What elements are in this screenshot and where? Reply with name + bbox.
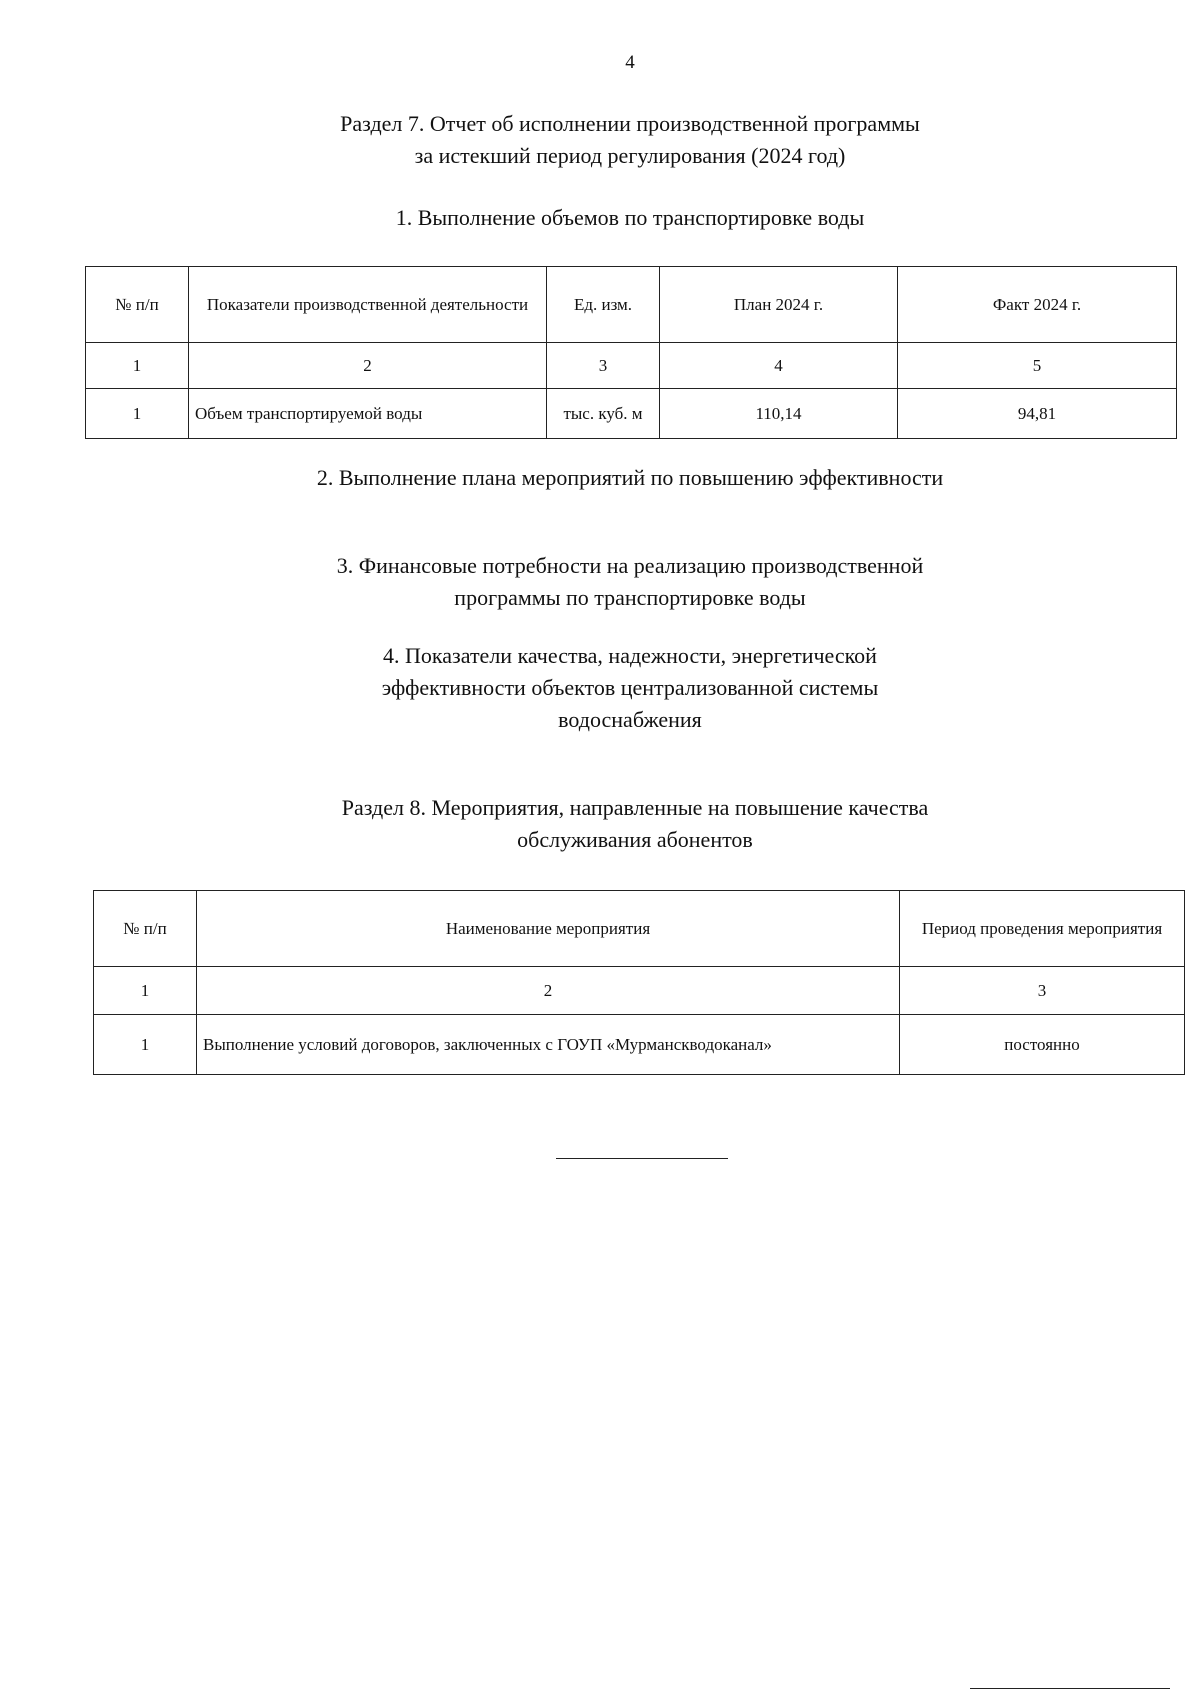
table2-row-measure: Выполнение условий договоров, заключенных с ГОУП «Мурманскводоканал» [197,1015,900,1075]
table1-numbering-cell: 1 [86,343,189,389]
table2-numbering-row [94,967,1185,1015]
table2-row-num: 1 [94,1015,197,1075]
table2-numbering-cell: 1 [94,967,197,1015]
table-row [86,389,1177,439]
table1-row-fact: 94,81 [898,389,1177,439]
table1-numbering-cell: 3 [547,343,660,389]
subsection4-title-line2: эффективности объектов централизованной системы [381,675,879,700]
section8-title-line1: Раздел 8. Мероприятия, направленные на повышение качества [341,795,929,820]
table1-header-num: № п/п [86,267,189,343]
table1-numbering-cell: 4 [660,343,898,389]
closing-separator-line [556,1158,728,1159]
subsection2-title: 2. Выполнение плана мероприятий по повышению эффективности [316,465,944,490]
table1-header-fact: Факт 2024 г. [898,267,1177,343]
production-volume-table [85,266,1177,439]
table1-numbering-row [86,343,1177,389]
table2-row-period: постоянно [900,1015,1185,1075]
subsection3-title-line2: программы по транспортировке воды [454,585,806,610]
table1-row-num: 1 [86,389,189,439]
table1-row-plan: 110,14 [660,389,898,439]
table2-header-measure: Наименование мероприятия [197,891,900,967]
subsection3-title-line1: 3. Финансовые потребности на реализацию производственной [336,553,924,578]
table1-header-row [86,267,1177,343]
table2-header-row [94,891,1185,967]
section7-title [200,108,1060,172]
page-number: 4 [625,52,635,73]
table1-header-indicator: Показатели производственной деятельности [189,267,547,343]
subsection4-title [200,640,1060,736]
table-row [94,1015,1185,1075]
subsection1-title: 1. Выполнение объемов по транспортировке воды [395,205,865,230]
table2-header-num: № п/п [94,891,197,967]
section7-title-line2: за истекший период регулирования (2024 год) [414,143,846,168]
service-quality-measures-table [93,890,1185,1075]
section8-title [200,792,1070,856]
subsection4-title-line3: водоснабжения [558,707,702,732]
table1-row-indicator: Объем транспортируемой воды [189,389,547,439]
subsection4-title-line1: 4. Показатели качества, надежности, энергетической [383,643,877,668]
table1-header-unit: Ед. изм. [547,267,660,343]
table1-numbering-cell: 5 [898,343,1177,389]
table2-numbering-cell: 2 [197,967,900,1015]
section8-title-line2: обслуживания абонентов [517,827,753,852]
table1-numbering-cell: 2 [189,343,547,389]
footer-edge-line [970,1688,1170,1689]
subsection3-title [200,550,1060,614]
section7-title-line1: Раздел 7. Отчет об исполнении производственной программы [340,111,920,136]
table2-numbering-cell: 3 [900,967,1185,1015]
table2-header-period: Период проведения мероприятия [900,891,1185,967]
table1-header-plan: План 2024 г. [660,267,898,343]
table1-row-unit: тыс. куб. м [547,389,660,439]
